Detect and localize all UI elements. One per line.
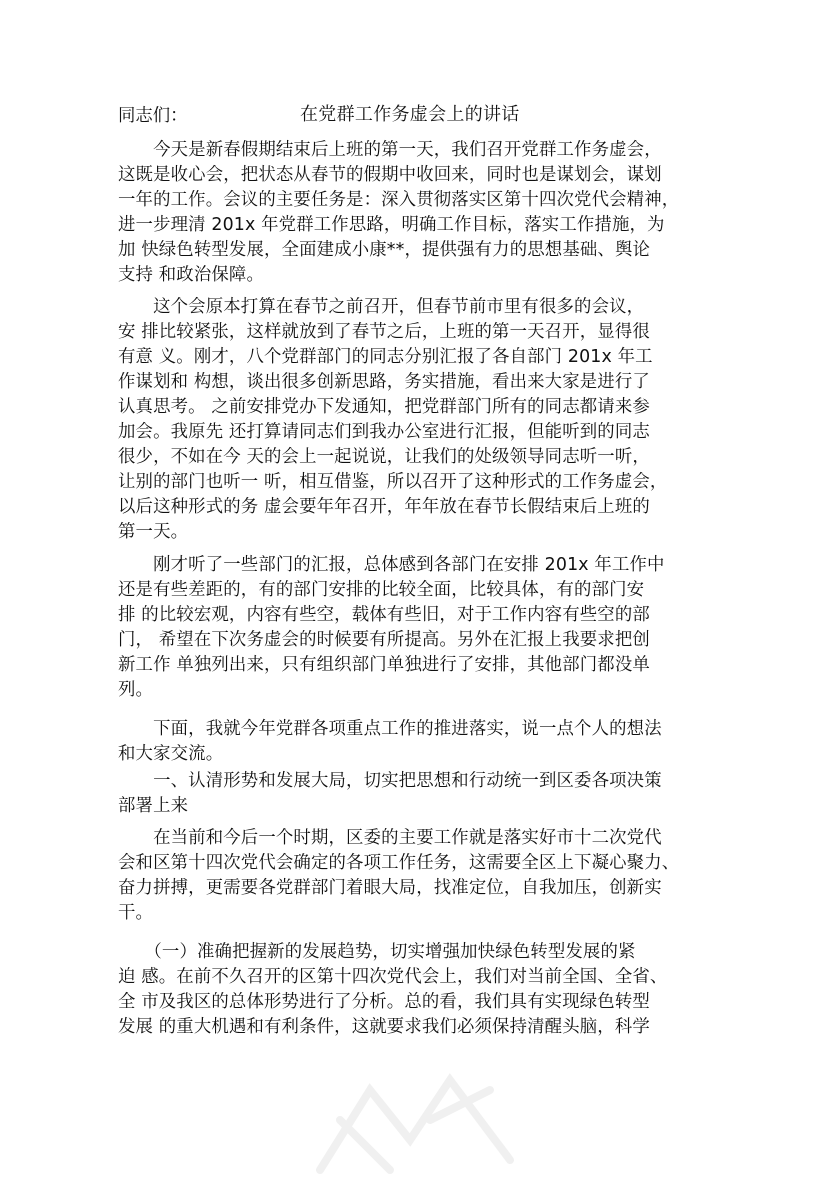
body-line: 列。 <box>118 680 154 700</box>
body-line: 还是有些差距的，有的部门安排的比较全面，比较具体，有的部门安 <box>118 580 645 600</box>
body-line: 让别的部门也听一 听，相互借鉴，所以召开了这种形式的工作务虚会， <box>118 472 668 492</box>
body-line: 全 市及我区的总体形势进行了分析。总的看，我们具有实现绿色转型 <box>118 992 650 1012</box>
body-line: 第一天。 <box>118 522 189 542</box>
body-line: 一、认清形势和发展大局，切实把思想和行动统一到区委各项决策 <box>118 771 662 791</box>
body-line: 迫 感。在前不久召开的区第十四次党代会上，我们对当前全国、全省、 <box>118 967 668 987</box>
body-line: 一年的工作。会议的主要任务是：深入贯彻落实区第十四次党代会精神， <box>118 190 680 210</box>
greeting: 同志们： <box>118 106 188 126</box>
body-line: 下面，我就今年党群各项重点工作的推进落实，说一点个人的想法 <box>118 719 662 739</box>
body-line: 进一步理清 201x 年党群工作思路，明确工作目标，落实工作措施，为 <box>118 215 665 235</box>
body-line: 奋力拼搏，更需要各党群部门着眼大局，找准定位，自我加压，创新实 <box>118 878 662 898</box>
body-line: 新工作 单独列出来，只有组织部门单独进行了安排，其他部门都没单 <box>118 655 650 675</box>
body-line: 很少，不如在今 天的会上一起说说，让我们的处级领导同志听一听， <box>118 447 650 467</box>
body-line: 和大家交流。 <box>118 744 224 764</box>
body-line: 干。 <box>118 903 154 923</box>
body-line: 作谋划和 构想，谈出很多创新思路，务实措施，看出来大家是进行了 <box>118 372 650 392</box>
body-line: 加 快绿色转型发展，全面建成小康**，提供强有力的思想基础、舆论 <box>118 240 651 260</box>
body-line: 加会。我原先 还打算请同志们到我办公室进行汇报，但能听到的同志 <box>118 422 650 442</box>
body-line: 门， 希望在下次务虚会的时候要有所提高。另外在汇报上我要求把创 <box>118 630 650 650</box>
body-line: 今天是新春假期结束后上班的第一天，我们召开党群工作务虚会， <box>118 140 662 160</box>
body-line: 刚才听了一些部门的汇报，总体感到各部门在安排 201x 年工作中 <box>118 555 665 575</box>
body-line: 有意 义。刚才，八个党群部门的同志分别汇报了各自部门 201x 年工 <box>118 347 653 367</box>
body-line: 排 的比较宏观，内容有些空，载体有些旧，对于工作内容有些空的部 <box>118 605 650 625</box>
body-line: 安 排比较紧张，这样就放到了春节之后，上班的第一天召开，显得很 <box>118 322 650 342</box>
body-line: 这既是收心会，把状态从春节的假期中收回来，同时也是谋划会，谋划 <box>118 165 662 185</box>
body-line: 在当前和今后一个时期，区委的主要工作就是落实好市十二次党代 <box>118 828 662 848</box>
body-line: 发展 的重大机遇和有利条件，这就要求我们必须保持清醒头脑，科学 <box>118 1017 650 1037</box>
watermark-icon <box>300 1050 530 1180</box>
body-line: 认真思考。 之前安排党办下发通知，把党群部门所有的同志都请来参 <box>118 397 650 417</box>
body-line: 部署上来 <box>118 796 189 816</box>
document-title: 在党群工作务虚会上的讲话 <box>300 104 520 125</box>
body-line: 这个会原本打算在春节之前召开，但春节前市里有很多的会议， <box>118 297 645 317</box>
body-line: （一）准确把握新的发展趋势，切实增强加快绿色转型发展的紧 <box>118 942 636 962</box>
body-line: 会和区第十四次党代会确定的各项工作任务，这需要全区上下凝心聚力、 <box>118 853 680 873</box>
body-line: 支持 和政治保障。 <box>118 265 265 285</box>
body-line: 以后这种形式的务 虚会要年年召开，年年放在春节长假结束后上班的 <box>118 497 650 517</box>
